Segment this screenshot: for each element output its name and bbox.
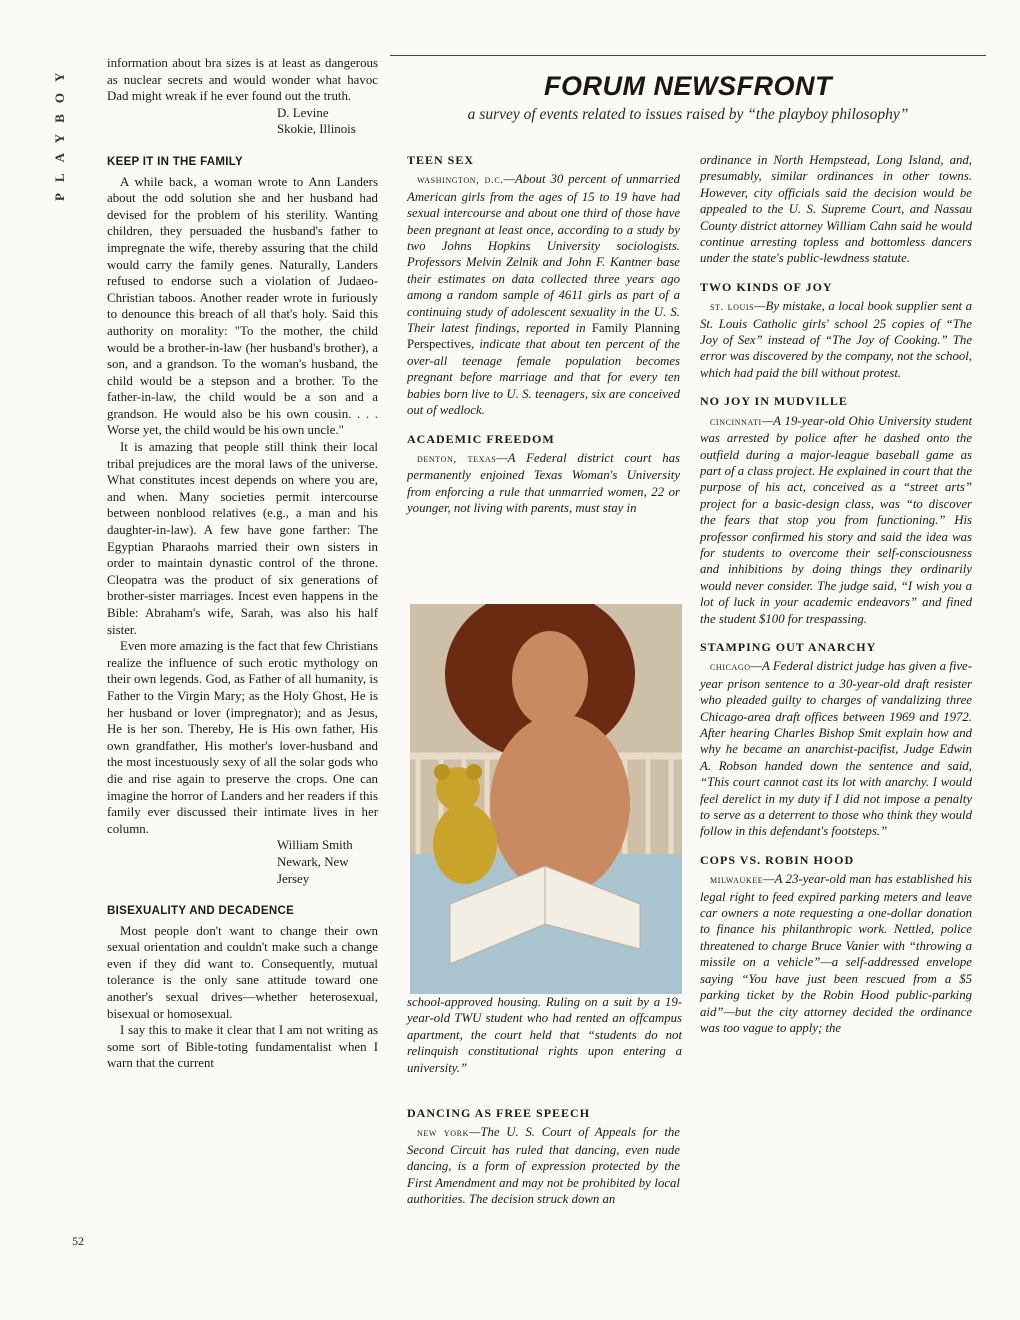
signature-place: Skokie, Illinois	[277, 122, 356, 137]
dateline: chicago	[710, 661, 751, 674]
newsfront-column-middle-bottom	[407, 1105, 680, 1207]
letter-paragraph: Most people don't want to change their own sexual orientation and couldn't make such a change even if they did want to. Consequently, mutual tolerance is the only sane attitude toward one another's sexual drives—whether heterosexual, bisexual or homosexual.	[107, 923, 378, 1021]
news-heading-anarchy: STAMPING OUT ANARCHY	[700, 639, 877, 654]
news-heading-two-kinds: TWO KINDS OF JOY	[700, 279, 833, 294]
signature-name: D. Levine	[277, 105, 329, 120]
dateline: new york	[417, 1127, 469, 1140]
news-text: , indicate that about ten percent of the over-all teenage female population becomes pregnant before marriage and that for every ten babies born live to U. S. teenagers, six are conceived out of wedlock.	[407, 337, 680, 418]
dateline: st. louis	[710, 301, 755, 314]
letters-column	[107, 55, 378, 1072]
news-item-teen-sex	[407, 171, 680, 418]
article-photo	[410, 604, 682, 994]
magazine-brand: PLAYBOY	[52, 61, 67, 201]
dateline: milwaukee	[710, 874, 764, 887]
news-heading-robin-hood: COPS VS. ROBIN HOOD	[700, 852, 855, 867]
news-heading-academic-freedom: ACADEMIC FREEDOM	[407, 431, 555, 446]
news-item-mudville	[700, 413, 972, 627]
photo-caption-continuation	[407, 994, 682, 1076]
letter-opening-text: information about bra sizes is at least as dangerous as nuclear secrets and would wonder what havoc Dad might wreak if he ever found out the truth.	[107, 56, 378, 104]
news-heading-mudville: NO JOY IN MUDVILLE	[700, 394, 848, 409]
newsfront-column-middle	[407, 152, 680, 517]
letter-paragraph: A while back, a woman wrote to Ann Landers about the odd solution she and her husband had devised for the problem of his sterility. Wanting children, they persuaded the husband's father to impregnate the wife, thereby assuring that the child would carry the family genes. Naturally, Landers refused to endorse such a violation of Judaeo-Christian taboos. Another reader wrote in furiously to denounce this breach of all that's holy. Said this authority on morality: "To the mother, the child would be a brother-in-law (her husband's brother), a son, and a grandson. To the woman's husband, the child would be a stepson and a brother. To the father-in-law, the child would be a son and a grandson. He would also be his own cousin. . . . Worse yet, the child would be his own uncle."	[107, 174, 378, 438]
news-item-robin-hood	[700, 871, 972, 1036]
letter-paragraph: Even more amazing is the fact that few Christians realize the influence of such erotic mythology on their own legends. God, as Father of all humanity, is Father to the Virgin Mary; as the Holy Ghost, He is her husband or lover (impregnator); and as Jesus, He is her son. Thereby, He is His own father, His own grandfather, His mother's lover-husband and the most incestuously sexy of all the solar gods who die and rise again to preserve the crops. One can imagine the horror of Landers and her readers if this family ever discussed their intimate lives in her column.	[107, 639, 378, 836]
photo-illustration	[410, 604, 682, 994]
letter-signature	[277, 105, 378, 138]
forum-subtitle: a survey of events related to issues raised by “the playboy philosophy”	[467, 106, 909, 123]
news-text: school-approved housing. Ruling on a suit by a 19-year-old TWU student who had rented an offcampus apartment, the court held that “students do not relinquish constitutional rights upon entering a university.”	[407, 995, 682, 1075]
news-heading-teen-sex: TEEN SEX	[407, 153, 475, 167]
signature-name: William Smith	[277, 838, 353, 853]
section-heading-family: KEEP IT IN THE FAMILY	[107, 155, 244, 168]
news-item-dancing	[407, 1124, 680, 1207]
page-number: 52	[72, 1234, 84, 1248]
news-text: —The U. S. Court of Appeals for the Second Circuit has ruled that dancing, even nude dancing, is a form of expression protected by the First Amendment and may not be prohibited by local authorities. The decision struck down an	[407, 1125, 680, 1207]
journal-name: Family Planning Perspectives	[407, 321, 680, 352]
news-text: —By mistake, a local book supplier sent a St. Louis Catholic girls' school 25 copies of “The Joy of Sex” instead of “The Joy of Cooking.” The error was discovered by the company, not the school, which had paid the bill without protest.	[700, 299, 973, 380]
letter-signature	[277, 837, 378, 887]
dateline: denton, texas	[417, 452, 497, 465]
news-item-anarchy	[700, 658, 972, 839]
letter-paragraph: It is amazing that people still think their local tribal prejudices are the moral laws of the universe. What constitutes incest depends on where you are, and when. Many societies permit intercourse between nonblood relatives (e.g., a man and his daughter-in-law). A few have gone farther: The Egyptian Pharaohs married their own sisters in order to maintain dynastic control of the throne. Cleopatra was the product of six generations of brother-sister marriages. Incest even happens in the Bible: Abraham's wife, Sarah, was also his half sister.	[107, 440, 378, 637]
news-text: —A 23-year-old man has established his legal right to feed expired parking meters and leave car owners a note requesting a one-dollar donation to finance his philanthropic work. Nettled, police threatened to charge Bruce Vanier with “throwing a missile on a vehicle”—a self-addressed envelope saying “You have just been rescued from a $5 parking ticket by the Robin Hood public-parking aid”—but the city attorney decided the ordinance was too vague to apply; the	[700, 872, 972, 1035]
signature-place: Newark, New Jersey	[277, 854, 349, 886]
newsfront-column-right	[700, 152, 972, 1036]
news-text: —About 30 percent of unmarried American girls from the ages of 15 to 19 have had sexual intercourse and about one third of those have been pregnant at least once, according to a study by two Johns Hopkins University sociologists. Professors Melvin Zelnik and John F. Kantner base their estimates on data collected three years ago among a random sample of 4611 girls as part of a continuing study of adolescent sexuality in the U. S. Their latest findings, reported in	[407, 172, 680, 336]
news-item-dancing-continued: ordinance in North Hempstead, Long Island, and, presumably, similar ordinances in other towns. However, city officials said the decision would be appealed to the U. S. Supreme Court, and Nassau County district attorney William Cahn said he would continue arresting topless and bottomless dancers under the state's public-lewdness statute.	[700, 153, 972, 266]
news-item-academic-freedom	[407, 450, 680, 517]
dateline: washington, d.c.	[417, 174, 504, 187]
dateline: cincinnati	[710, 415, 762, 428]
forum-title: FORUM NEWSFRONT	[544, 71, 832, 101]
news-text: —A Federal district judge has given a five-year prison sentence to a 30-year-old draft resister who pleaded guilty to charges of vandalizing three Chicago-area draft offices between 1969 and 1972. After hearing Charles Bishop Smit explain how and why he became an anarchist-pacifist, Judge Edwin A. Robson handed down the sentence and said, “This court cannot cast its lot with anarchy. I would feel derelict in my duty if I did not impose a penalty to serve as a deterrent to those who think they would follow in this defendant's footsteps.”	[700, 659, 972, 839]
section-heading-bisexuality: BISEXUALITY AND DECADENCE	[107, 905, 295, 918]
news-item-two-kinds	[700, 298, 972, 381]
letter-paragraph: I say this to make it clear that I am not writing as some sort of Bible-toting fundamentalist when I warn that the current	[107, 1023, 378, 1071]
news-heading-dancing: DANCING AS FREE SPEECH	[407, 1106, 591, 1120]
news-text: —A Federal district court has permanently enjoined Texas Woman's University from enforcing a rule that unmarried women, 22 or younger, not living with parents, must stay in	[407, 450, 680, 516]
news-text: —A 19-year-old Ohio University student was arrested by police after he dashed onto the outfield during a major-league baseball game as part of a class project. He explained in court that the purpose of his act, conceived as a “street arts” project for a basic-design class, was “to discover the fears that stop you from functioning.” His professor confirmed his story and said the idea was for students to overcome their self-consciousness and inhibitions by doing things they ordinarily would never consider. The judge said, “I wish you a lot of luck in your academic endeavors” and fined the student $100 for trespassing.	[700, 413, 972, 626]
forum-header	[390, 55, 986, 136]
